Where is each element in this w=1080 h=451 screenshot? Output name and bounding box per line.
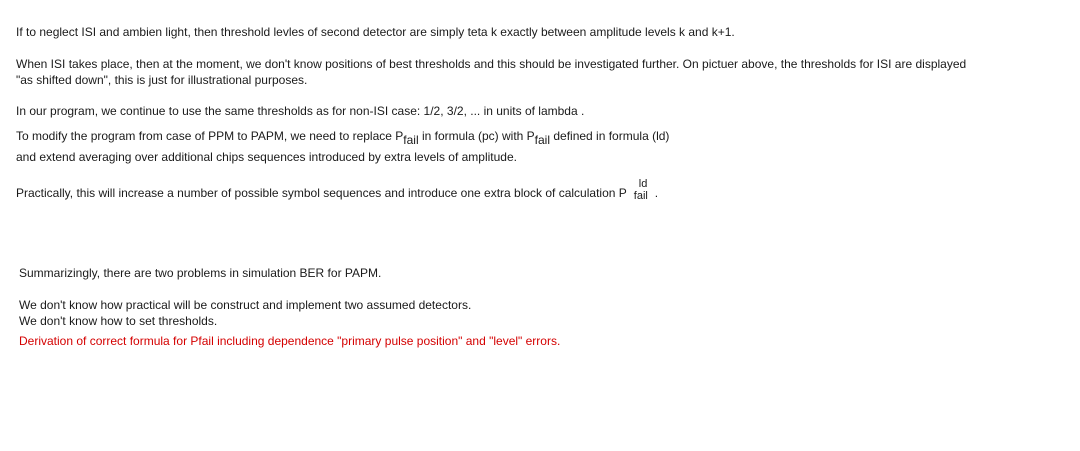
- paragraph-practically: [16, 178, 659, 202]
- paragraph-modify-program: [16, 129, 670, 147]
- practically-text: Practically, this will increase a number of possible symbol sequences and introduce one extra block of calculation P: [16, 186, 627, 200]
- paragraph-thresholds-no-isi: If to neglect ISI and ambien light, then threshold levles of second detector are simply teta k exactly between amplitude levels k and k+1.: [16, 25, 735, 39]
- practically-tail: .: [654, 186, 659, 200]
- ld-superscript: ld: [638, 178, 648, 190]
- fail-subscript: fail: [633, 190, 648, 202]
- pfail-subscript-2: fail: [534, 133, 551, 147]
- problem-detectors: We don't know how practical will be construct and implement two assumed detectors.: [19, 298, 472, 312]
- modify-text-part-2: in formula (pc) with P: [418, 129, 535, 143]
- paragraph-extend-averaging: and extend averaging over additional chips sequences introduced by extra levels of amplitude.: [16, 150, 517, 164]
- pfail-subscript-1: fail: [403, 133, 419, 147]
- pfail-ld-symbol: [627, 178, 655, 202]
- modify-text-part-1: To modify the program from case of PPM to PAPM, we need to replace P: [16, 129, 404, 143]
- paragraph-isi-line-2: "as shifted down", this is just for illustrational purposes.: [16, 73, 308, 87]
- problem-thresholds: We don't know how to set thresholds.: [19, 314, 218, 328]
- problem-pfail-derivation: Derivation of correct formula for Pfail including dependence "primary pulse position" and "level" errors.: [19, 334, 561, 348]
- paragraph-program-thresholds: In our program, we continue to use the same thresholds as for non-ISI case: 1/2, 3/2, ... in units of lambda .: [16, 104, 585, 118]
- modify-text-part-3: defined in formula (ld): [550, 129, 670, 143]
- paragraph-isi-line-1: When ISI takes place, then at the moment, we don't know positions of best thresholds and this should be investigated further. On pictuer above, the thresholds for ISI are displayed: [16, 57, 967, 71]
- summary-heading: Summarizingly, there are two problems in simulation BER for PAPM.: [19, 266, 382, 280]
